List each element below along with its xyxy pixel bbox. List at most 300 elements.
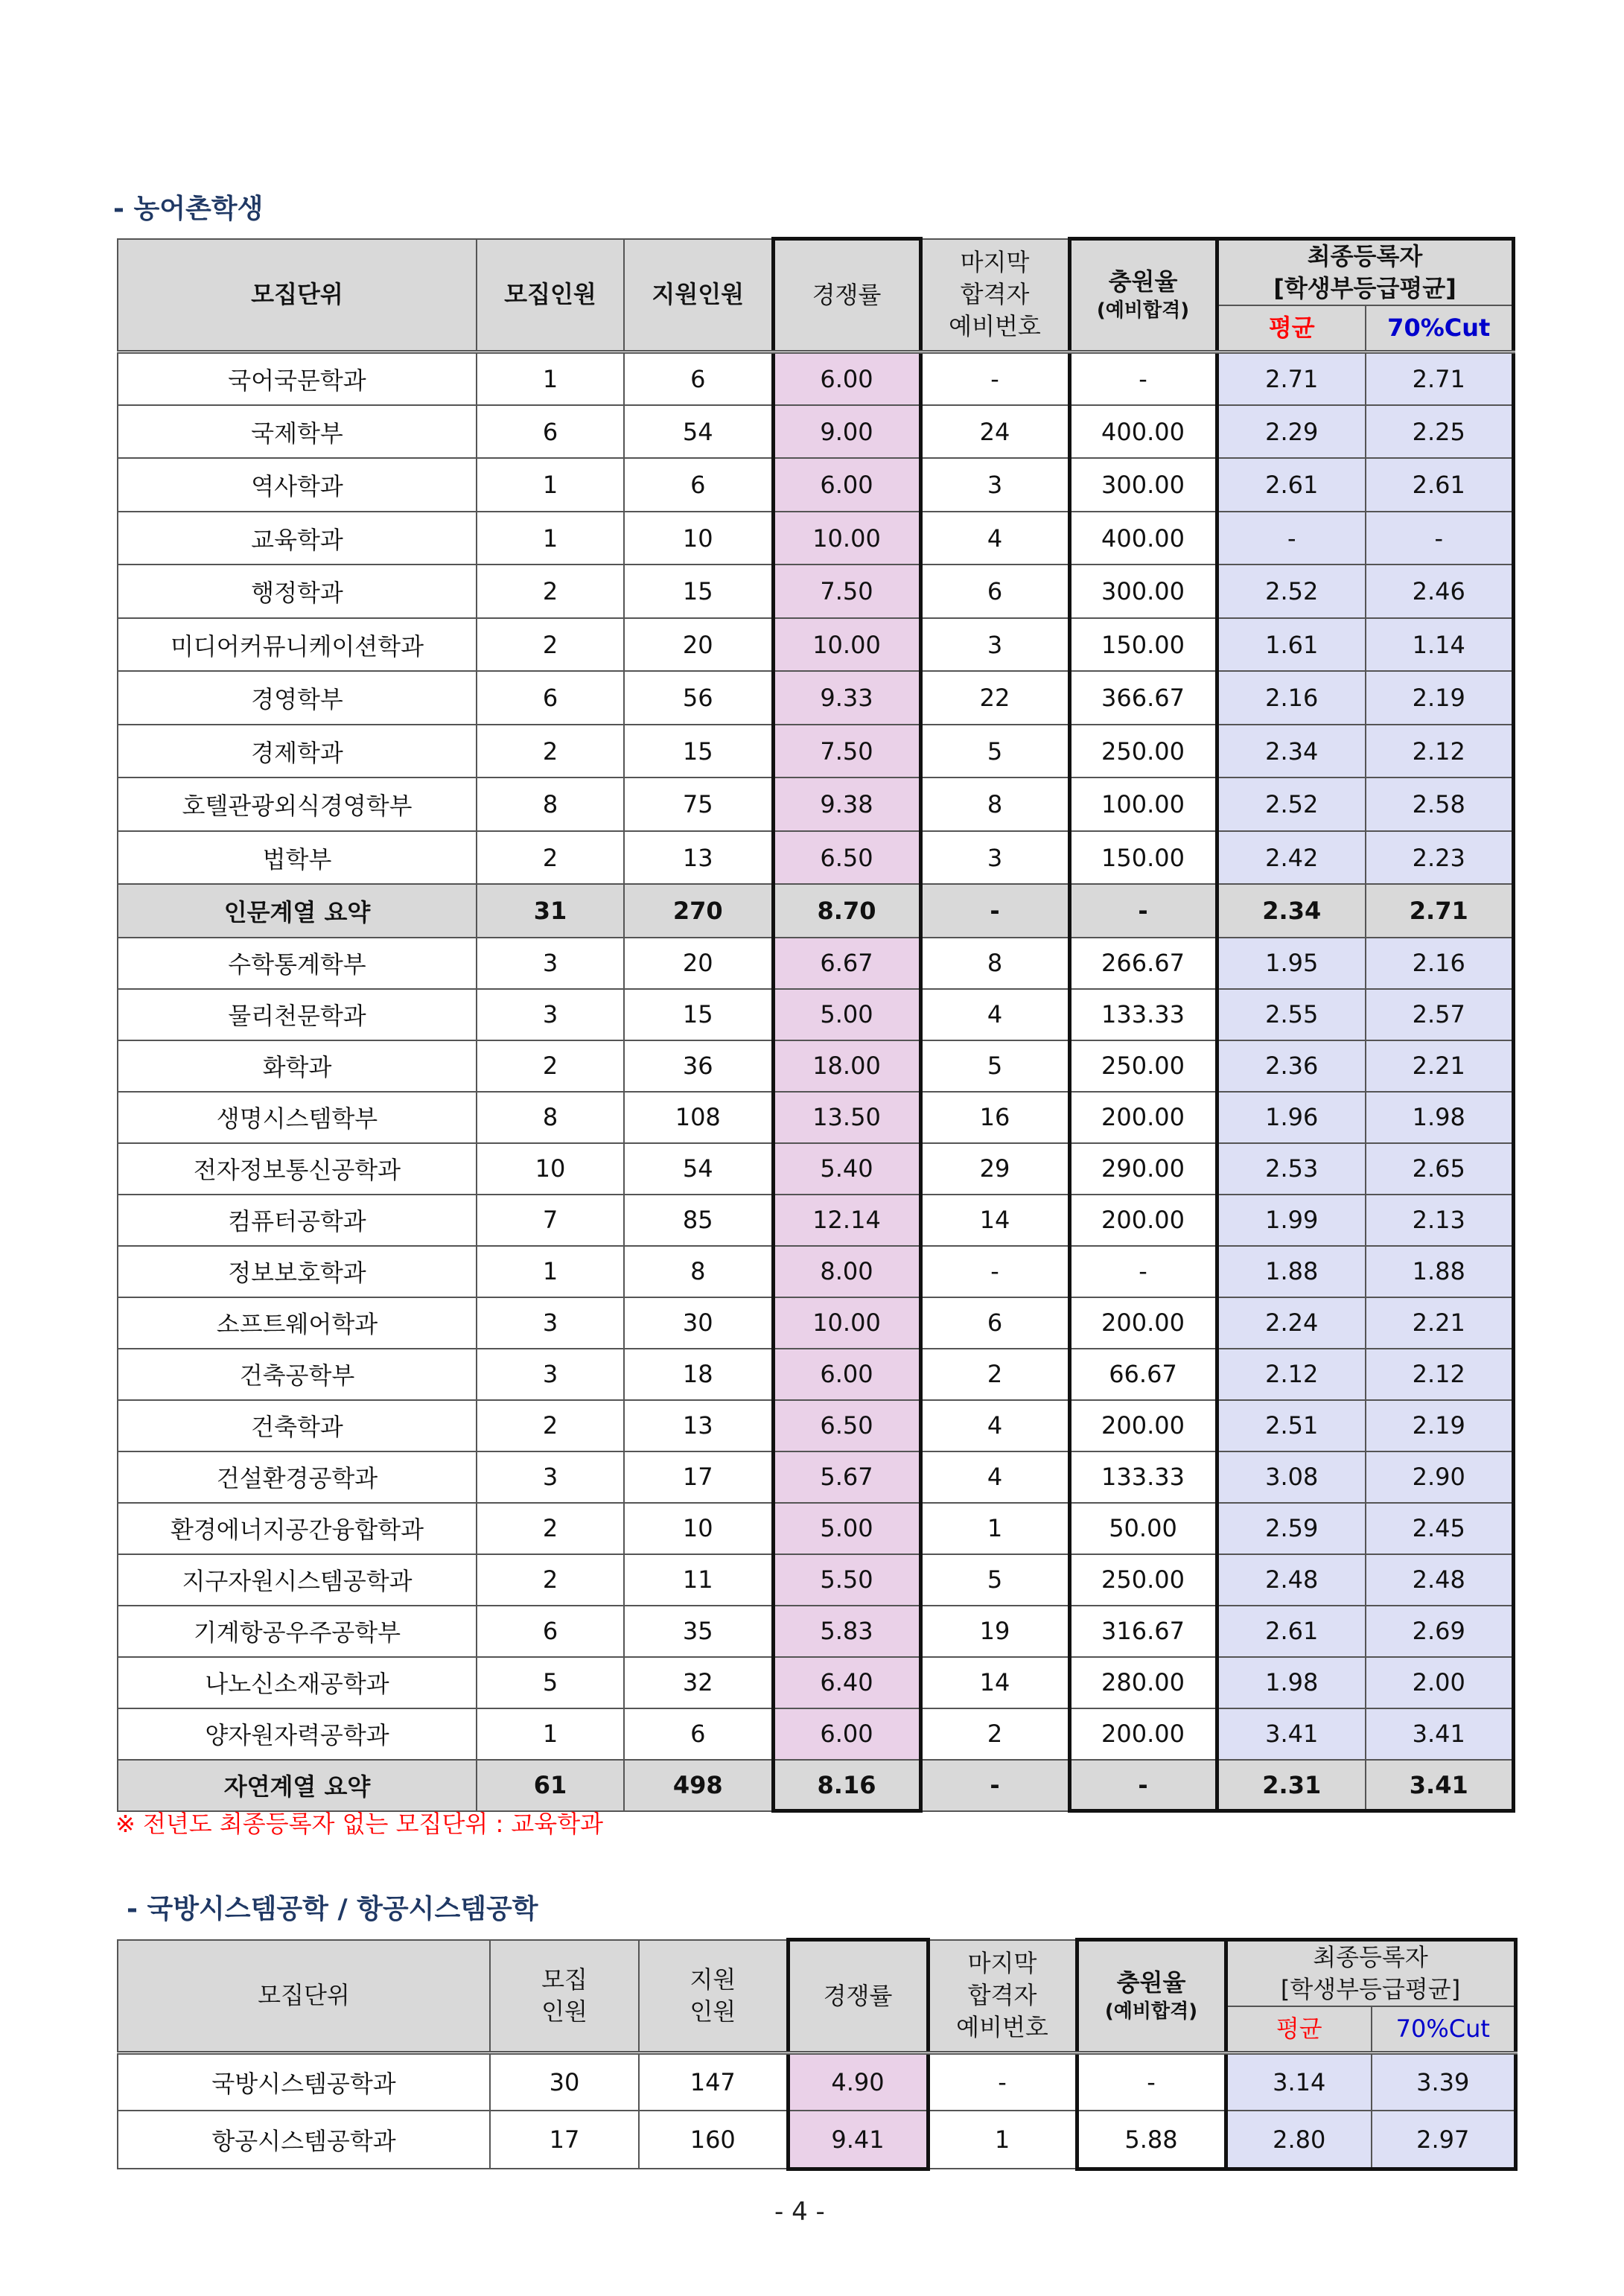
cell-avg: 2.80: [1226, 2111, 1372, 2169]
cell-applicants: 15: [624, 725, 773, 778]
cell-avg: 2.59: [1217, 1503, 1366, 1554]
cell-competition: 5.40: [773, 1143, 920, 1195]
cell-waitlist: 3: [920, 458, 1069, 512]
cell-quota: 6: [477, 1606, 624, 1657]
cell-avg: 2.31: [1217, 1760, 1366, 1811]
table-row: [118, 1503, 1513, 1554]
cell-unit: 나노신소재공학과: [118, 1657, 477, 1708]
table-row: [118, 2052, 1515, 2111]
cell-unit: 지구자원시스템공학과: [118, 1554, 477, 1606]
table-row: [118, 1451, 1513, 1503]
cell-waitlist: 4: [920, 1451, 1069, 1503]
cell-waitlist: 14: [920, 1657, 1069, 1708]
cell-quota: 1: [477, 458, 624, 512]
cell-unit: 역사학과: [118, 458, 477, 512]
cell-waitlist: 3: [920, 831, 1069, 885]
cell-competition: 9.00: [773, 405, 920, 459]
header-fill-rate: [1069, 239, 1217, 352]
cell-waitlist: 22: [920, 671, 1069, 725]
cell-waitlist: 29: [920, 1143, 1069, 1195]
cell-cut: 2.23: [1366, 831, 1513, 885]
header-final-line2: [학생부등급평균]: [1273, 274, 1456, 303]
cell-competition: 5.50: [773, 1554, 920, 1606]
cell-waitlist: 5: [920, 1040, 1069, 1092]
header2-final-line2: [학생부등급평균]: [1280, 1975, 1461, 2004]
cell-avg: 3.14: [1226, 2052, 1372, 2111]
cell-waitlist: 4: [920, 512, 1069, 565]
cell-applicants: 8: [624, 1246, 773, 1297]
cell-applicants: 10: [624, 512, 773, 565]
table-row: [118, 1195, 1513, 1246]
cell-quota: 1: [477, 512, 624, 565]
cell-competition: 6.50: [773, 1400, 920, 1451]
cell-applicants: 75: [624, 777, 773, 831]
cell-competition: 13.50: [773, 1092, 920, 1143]
cell-fill: 150.00: [1069, 831, 1217, 885]
cell-quota: 3: [477, 1451, 624, 1503]
cell-avg: 1.61: [1217, 618, 1366, 672]
cell-avg: 2.29: [1217, 405, 1366, 459]
header2-unit: 모집단위: [118, 1940, 490, 2053]
header-last-waitlist-line3: 예비번호: [949, 312, 1041, 341]
cell-avg: -: [1217, 512, 1366, 565]
cell-avg: 2.53: [1217, 1143, 1366, 1195]
cell-cut: 2.46: [1366, 565, 1513, 618]
table-row: [118, 1246, 1513, 1297]
cell-unit: 미디어커뮤니케이션학과: [118, 618, 477, 672]
table-row: [118, 831, 1513, 885]
table-row: [118, 352, 1513, 405]
cell-quota: 3: [477, 938, 624, 989]
cell-competition: 6.50: [773, 831, 920, 885]
table-row: [118, 671, 1513, 725]
table-row: [118, 1092, 1513, 1143]
cell-quota: 61: [477, 1760, 624, 1811]
cell-waitlist: -: [920, 884, 1069, 938]
cell-applicants: 6: [624, 458, 773, 512]
table-row: [118, 1143, 1513, 1195]
cell-competition: 4.90: [788, 2052, 928, 2111]
cell-applicants: 147: [639, 2052, 788, 2111]
cell-fill: 400.00: [1069, 512, 1217, 565]
header2-fill-rate: [1077, 1940, 1226, 2053]
header2-last-waitlist: [928, 1940, 1077, 2053]
header2-fill-rate-sub: (예비합격): [1104, 2000, 1198, 2023]
cell-cut: 2.45: [1366, 1503, 1513, 1554]
header2-quota-line2: 인원: [541, 1997, 587, 2026]
cell-competition: 5.67: [773, 1451, 920, 1503]
cell-avg: 1.88: [1217, 1246, 1366, 1297]
header2-final-line1: 최종등록자: [1313, 1943, 1428, 1971]
cell-applicants: 36: [624, 1040, 773, 1092]
cell-quota: 1: [477, 1246, 624, 1297]
cell-unit: 건축공학부: [118, 1349, 477, 1400]
cell-cut: 3.39: [1372, 2052, 1515, 2111]
cell-applicants: 15: [624, 989, 773, 1040]
cell-waitlist: 5: [920, 1554, 1069, 1606]
cell-waitlist: 6: [920, 565, 1069, 618]
cell-unit: 전자정보통신공학과: [118, 1143, 477, 1195]
cell-waitlist: 2: [920, 1708, 1069, 1760]
cell-waitlist: 14: [920, 1195, 1069, 1246]
cell-fill: -: [1069, 1760, 1217, 1811]
cell-fill: 266.67: [1069, 938, 1217, 989]
header2-applicants-line1: 지원: [690, 1965, 736, 1994]
header2-cut70: 70%Cut: [1372, 2006, 1515, 2052]
section1-title: - 농어촌학생: [113, 194, 264, 224]
cell-fill: 200.00: [1069, 1708, 1217, 1760]
cell-waitlist: -: [920, 1246, 1069, 1297]
cell-competition: 6.00: [773, 1349, 920, 1400]
cell-fill: 250.00: [1069, 725, 1217, 778]
cell-applicants: 13: [624, 831, 773, 885]
cell-avg: 3.41: [1217, 1708, 1366, 1760]
cell-cut: 2.58: [1366, 777, 1513, 831]
cell-applicants: 30: [624, 1297, 773, 1349]
rural-students-table: [117, 237, 1515, 1813]
cell-avg: 2.52: [1217, 565, 1366, 618]
header-applicants: 지원인원: [624, 239, 773, 352]
cell-fill: 50.00: [1069, 1503, 1217, 1554]
cell-waitlist: 4: [920, 1400, 1069, 1451]
cell-fill: 150.00: [1069, 618, 1217, 672]
cell-fill: 100.00: [1069, 777, 1217, 831]
cell-cut: 2.00: [1366, 1657, 1513, 1708]
cell-cut: 1.14: [1366, 618, 1513, 672]
cell-fill: 290.00: [1069, 1143, 1217, 1195]
header-last-waitlist-line2: 합격자: [960, 280, 1030, 309]
cell-competition: 5.00: [773, 1503, 920, 1554]
cell-unit: 경영학부: [118, 671, 477, 725]
header-fill-rate-sub: (예비합격): [1096, 299, 1190, 322]
header2-fill-rate-label: 충원율: [1116, 1968, 1186, 1997]
table-row: [118, 938, 1513, 989]
cell-applicants: 20: [624, 618, 773, 672]
cell-cut: 2.97: [1372, 2111, 1515, 2169]
cell-avg: 2.12: [1217, 1349, 1366, 1400]
cell-avg: 2.34: [1217, 884, 1366, 938]
cell-fill: -: [1069, 1246, 1217, 1297]
cell-avg: 2.55: [1217, 989, 1366, 1040]
table-row: [118, 989, 1513, 1040]
cell-waitlist: 24: [920, 405, 1069, 459]
cell-unit: 화학과: [118, 1040, 477, 1092]
cell-quota: 30: [490, 2052, 639, 2111]
cell-competition: 18.00: [773, 1040, 920, 1092]
cell-cut: 1.98: [1366, 1092, 1513, 1143]
table-row: [118, 1554, 1513, 1606]
cell-unit: 법학부: [118, 831, 477, 885]
cell-unit: 교육학과: [118, 512, 477, 565]
cell-avg: 3.08: [1217, 1451, 1366, 1503]
cell-avg: 1.96: [1217, 1092, 1366, 1143]
cell-competition: 12.14: [773, 1195, 920, 1246]
cell-unit: 환경에너지공간융합학과: [118, 1503, 477, 1554]
cell-quota: 3: [477, 989, 624, 1040]
cell-unit: 수학통계학부: [118, 938, 477, 989]
cell-cut: 2.13: [1366, 1195, 1513, 1246]
cell-avg: 1.99: [1217, 1195, 1366, 1246]
cell-quota: 3: [477, 1349, 624, 1400]
cell-unit: 소프트웨어학과: [118, 1297, 477, 1349]
cell-quota: 2: [477, 1503, 624, 1554]
cell-fill: 300.00: [1069, 565, 1217, 618]
cell-quota: 6: [477, 671, 624, 725]
cell-cut: 2.48: [1366, 1554, 1513, 1606]
cell-quota: 6: [477, 405, 624, 459]
cell-avg: 1.98: [1217, 1657, 1366, 1708]
cell-fill: 133.33: [1069, 989, 1217, 1040]
cell-cut: 3.41: [1366, 1760, 1513, 1811]
table-row: [118, 405, 1513, 459]
cell-waitlist: 1: [920, 1503, 1069, 1554]
header2-quota-line1: 모집: [541, 1965, 587, 1994]
defense-aviation-table-body: [118, 2052, 1515, 2169]
rural-students-table-body: [118, 352, 1513, 1811]
table-row: [118, 1657, 1513, 1708]
cell-quota: 2: [477, 1400, 624, 1451]
table-row: [118, 1606, 1513, 1657]
cell-avg: 2.61: [1217, 1606, 1366, 1657]
cell-quota: 7: [477, 1195, 624, 1246]
header2-last-waitlist-line2: 합격자: [967, 1981, 1037, 2010]
cell-waitlist: 6: [920, 1297, 1069, 1349]
cell-applicants: 85: [624, 1195, 773, 1246]
table-row: [118, 1040, 1513, 1092]
cell-competition: 6.00: [773, 458, 920, 512]
cell-waitlist: -: [928, 2052, 1077, 2111]
page-number: - 4 -: [774, 2197, 825, 2227]
cell-fill: 66.67: [1069, 1349, 1217, 1400]
cell-avg: 2.34: [1217, 725, 1366, 778]
cell-unit: 호텔관광외식경영학부: [118, 777, 477, 831]
cell-avg: 2.51: [1217, 1400, 1366, 1451]
header2-last-waitlist-line3: 예비번호: [956, 2013, 1048, 2042]
cell-avg: 2.61: [1217, 458, 1366, 512]
cell-fill: -: [1069, 352, 1217, 405]
header-unit: 모집단위: [118, 239, 477, 352]
cell-avg: 2.71: [1217, 352, 1366, 405]
cell-quota: 8: [477, 1092, 624, 1143]
cell-applicants: 6: [624, 352, 773, 405]
cell-quota: 31: [477, 884, 624, 938]
cell-cut: 2.90: [1366, 1451, 1513, 1503]
cell-quota: 17: [490, 2111, 639, 2169]
cell-unit: 국제학부: [118, 405, 477, 459]
cell-quota: 5: [477, 1657, 624, 1708]
cell-waitlist: -: [920, 352, 1069, 405]
cell-applicants: 10: [624, 1503, 773, 1554]
cell-fill: -: [1077, 2052, 1226, 2111]
cell-avg: 2.16: [1217, 671, 1366, 725]
cell-avg: 1.95: [1217, 938, 1366, 989]
cell-quota: 2: [477, 725, 624, 778]
cell-cut: 2.12: [1366, 1349, 1513, 1400]
cell-quota: 8: [477, 777, 624, 831]
cell-competition: 9.41: [788, 2111, 928, 2169]
cell-cut: 3.41: [1366, 1708, 1513, 1760]
cell-unit: 자연계열 요약: [118, 1760, 477, 1811]
cell-cut: 2.16: [1366, 938, 1513, 989]
header2-last-waitlist-line1: 마지막: [967, 1948, 1037, 1977]
cell-waitlist: 5: [920, 725, 1069, 778]
cell-fill: 250.00: [1069, 1040, 1217, 1092]
table-row: [118, 565, 1513, 618]
cell-cut: 2.65: [1366, 1143, 1513, 1195]
cell-unit: 국어국문학과: [118, 352, 477, 405]
cell-quota: 10: [477, 1143, 624, 1195]
cell-applicants: 54: [624, 1143, 773, 1195]
cell-waitlist: 2: [920, 1349, 1069, 1400]
cell-quota: 1: [477, 352, 624, 405]
table-row: [118, 725, 1513, 778]
table-row: [118, 512, 1513, 565]
table-row: [118, 458, 1513, 512]
cell-fill: 400.00: [1069, 405, 1217, 459]
cell-avg: 2.48: [1217, 1554, 1366, 1606]
cell-competition: 9.33: [773, 671, 920, 725]
cell-fill: 280.00: [1069, 1657, 1217, 1708]
table-row: [118, 777, 1513, 831]
table-row: [118, 1349, 1513, 1400]
cell-applicants: 13: [624, 1400, 773, 1451]
header-average: 평균: [1217, 305, 1366, 352]
table-row: [118, 1400, 1513, 1451]
cell-fill: 5.88: [1077, 2111, 1226, 2169]
cell-fill: 200.00: [1069, 1297, 1217, 1349]
header-fill-rate-label: 충원율: [1108, 267, 1178, 296]
header-competition: 경쟁률: [773, 239, 920, 352]
cell-quota: 2: [477, 1040, 624, 1092]
cell-quota: 1: [477, 1708, 624, 1760]
cell-waitlist: 8: [920, 777, 1069, 831]
cell-competition: 5.00: [773, 989, 920, 1040]
footnote: ※ 전년도 최종등록자 없는 모집단위 : 교육학과: [115, 1810, 604, 1838]
cell-competition: 8.00: [773, 1246, 920, 1297]
cell-unit: 양자원자력공학과: [118, 1708, 477, 1760]
cell-competition: 6.00: [773, 352, 920, 405]
cell-cut: 2.57: [1366, 989, 1513, 1040]
cell-waitlist: 19: [920, 1606, 1069, 1657]
cell-applicants: 15: [624, 565, 773, 618]
cell-competition: 5.83: [773, 1606, 920, 1657]
cell-fill: 250.00: [1069, 1554, 1217, 1606]
header2-applicants: [639, 1940, 788, 2053]
cell-cut: -: [1366, 512, 1513, 565]
header-cut70: 70%Cut: [1366, 305, 1513, 352]
cell-fill: 200.00: [1069, 1400, 1217, 1451]
header2-average: 평균: [1226, 2006, 1372, 2052]
cell-competition: 6.00: [773, 1708, 920, 1760]
cell-cut: 2.25: [1366, 405, 1513, 459]
cell-quota: 2: [477, 565, 624, 618]
cell-unit: 정보보호학과: [118, 1246, 477, 1297]
cell-applicants: 20: [624, 938, 773, 989]
cell-cut: 2.12: [1366, 725, 1513, 778]
cell-avg: 2.24: [1217, 1297, 1366, 1349]
cell-cut: 2.19: [1366, 1400, 1513, 1451]
cell-unit: 물리천문학과: [118, 989, 477, 1040]
cell-waitlist: 8: [920, 938, 1069, 989]
cell-unit: 행정학과: [118, 565, 477, 618]
cell-applicants: 32: [624, 1657, 773, 1708]
cell-unit: 국방시스템공학과: [118, 2052, 490, 2111]
cell-waitlist: 3: [920, 618, 1069, 672]
cell-cut: 2.21: [1366, 1040, 1513, 1092]
header2-quota: [490, 1940, 639, 2053]
cell-quota: 2: [477, 1554, 624, 1606]
cell-applicants: 498: [624, 1760, 773, 1811]
cell-quota: 2: [477, 831, 624, 885]
summary-row: [118, 1760, 1513, 1811]
cell-unit: 경제학과: [118, 725, 477, 778]
header2-competition: 경쟁률: [788, 1940, 928, 2053]
cell-applicants: 54: [624, 405, 773, 459]
cell-unit: 인문계열 요약: [118, 884, 477, 938]
cell-applicants: 35: [624, 1606, 773, 1657]
cell-applicants: 108: [624, 1092, 773, 1143]
cell-quota: 3: [477, 1297, 624, 1349]
cell-cut: 2.71: [1366, 884, 1513, 938]
cell-competition: 8.16: [773, 1760, 920, 1811]
cell-competition: 10.00: [773, 1297, 920, 1349]
cell-competition: 7.50: [773, 565, 920, 618]
header-last-waitlist: [920, 239, 1069, 352]
cell-competition: 7.50: [773, 725, 920, 778]
table-row: [118, 618, 1513, 672]
cell-quota: 2: [477, 618, 624, 672]
header-final-registrants: [1217, 239, 1513, 306]
header-last-waitlist-line1: 마지막: [960, 247, 1030, 276]
cell-applicants: 6: [624, 1708, 773, 1760]
cell-fill: 366.67: [1069, 671, 1217, 725]
cell-waitlist: -: [920, 1760, 1069, 1811]
cell-applicants: 270: [624, 884, 773, 938]
cell-unit: 생명시스템학부: [118, 1092, 477, 1143]
header-quota: 모집인원: [477, 239, 624, 352]
cell-competition: 8.70: [773, 884, 920, 938]
cell-unit: 건설환경공학과: [118, 1451, 477, 1503]
cell-waitlist: 4: [920, 989, 1069, 1040]
cell-fill: 300.00: [1069, 458, 1217, 512]
cell-fill: 200.00: [1069, 1195, 1217, 1246]
cell-fill: 316.67: [1069, 1606, 1217, 1657]
summary-row: [118, 884, 1513, 938]
cell-competition: 6.67: [773, 938, 920, 989]
header2-final-registrants: [1226, 1940, 1515, 2007]
cell-waitlist: 16: [920, 1092, 1069, 1143]
cell-fill: 200.00: [1069, 1092, 1217, 1143]
cell-cut: 1.88: [1366, 1246, 1513, 1297]
cell-cut: 2.69: [1366, 1606, 1513, 1657]
cell-cut: 2.19: [1366, 671, 1513, 725]
cell-unit: 기계항공우주공학부: [118, 1606, 477, 1657]
cell-applicants: 17: [624, 1451, 773, 1503]
cell-applicants: 56: [624, 671, 773, 725]
table-row: [118, 2111, 1515, 2169]
cell-fill: 133.33: [1069, 1451, 1217, 1503]
cell-applicants: 18: [624, 1349, 773, 1400]
cell-avg: 2.36: [1217, 1040, 1366, 1092]
table-row: [118, 1708, 1513, 1760]
cell-avg: 2.42: [1217, 831, 1366, 885]
cell-unit: 건축학과: [118, 1400, 477, 1451]
section2-title: - 국방시스템공학 / 항공시스템공학: [127, 1894, 538, 1924]
cell-competition: 9.38: [773, 777, 920, 831]
cell-competition: 10.00: [773, 618, 920, 672]
cell-avg: 2.52: [1217, 777, 1366, 831]
table-row: [118, 1297, 1513, 1349]
